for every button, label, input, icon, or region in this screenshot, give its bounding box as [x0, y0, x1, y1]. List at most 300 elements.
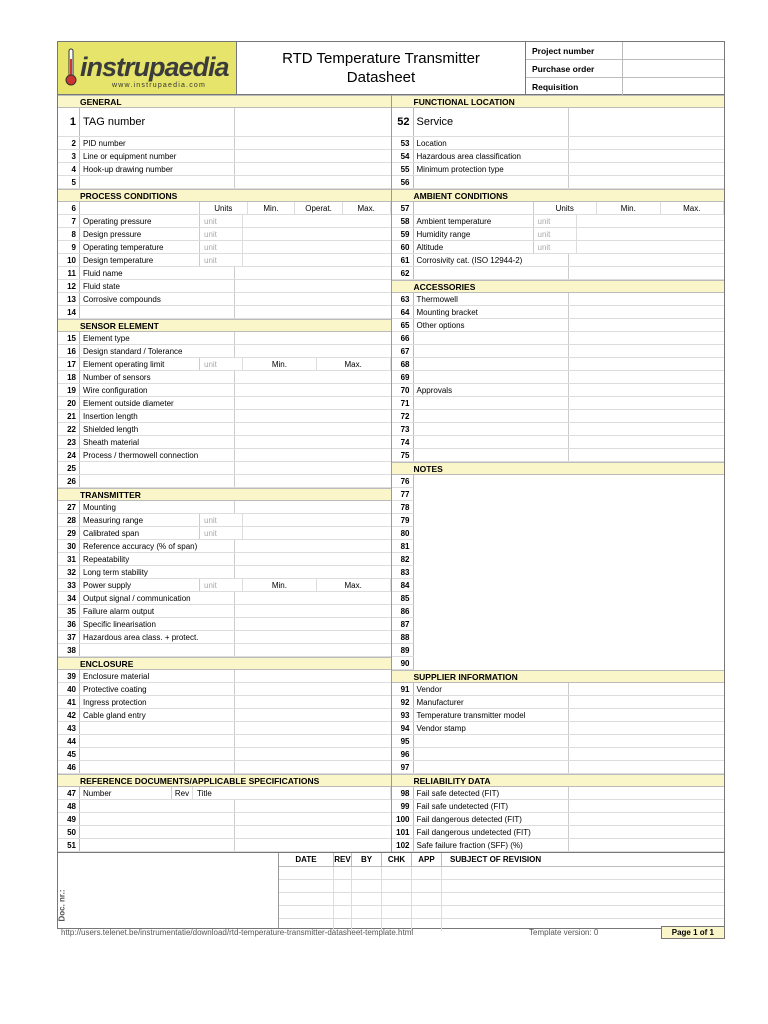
row-number: 28	[58, 514, 80, 526]
row-label: Approvals	[414, 384, 569, 396]
row-value-input[interactable]	[235, 384, 391, 396]
row-number: 37	[58, 631, 80, 643]
form-row	[58, 384, 391, 397]
row-value-input[interactable]	[569, 826, 725, 838]
row-value-input[interactable]	[577, 228, 725, 240]
unit-placeholder[interactable]: unit	[200, 241, 243, 253]
requisition-row	[526, 78, 724, 95]
form-row	[392, 371, 725, 384]
form-row	[58, 631, 391, 644]
row-value-input[interactable]	[235, 475, 391, 487]
row-number: 72	[392, 410, 414, 422]
row-value-input[interactable]	[235, 696, 391, 708]
form-row	[392, 696, 725, 709]
row-number: 21	[58, 410, 80, 422]
rev-col-rev: REV	[334, 855, 351, 864]
unit-placeholder[interactable]: unit	[200, 215, 243, 227]
row-label	[80, 644, 235, 656]
row-label	[414, 449, 569, 461]
revision-table	[279, 853, 724, 928]
row-value-input[interactable]	[569, 722, 725, 734]
row-number: 40	[58, 683, 80, 695]
row-number: 60	[392, 241, 414, 253]
row-label: Hazardous area classification	[414, 150, 569, 162]
form-row	[58, 540, 391, 553]
row-label: Humidity range	[414, 228, 534, 240]
row-number: 100	[392, 813, 414, 825]
row-value-input[interactable]	[235, 748, 391, 760]
row-number: 95	[392, 735, 414, 747]
row-value-input[interactable]	[243, 514, 391, 526]
row-value-input[interactable]	[235, 670, 391, 682]
row-value-input[interactable]	[243, 579, 391, 591]
row-label	[414, 358, 569, 370]
row-value-input[interactable]	[235, 449, 391, 461]
form-row	[58, 787, 391, 800]
row-label	[80, 748, 235, 760]
unit-placeholder[interactable]: unit	[200, 579, 243, 591]
row-value-input[interactable]	[243, 527, 391, 539]
row-value-input[interactable]	[569, 683, 725, 695]
form-row	[58, 150, 391, 163]
notes-area[interactable]	[392, 475, 725, 670]
row-number: 35	[58, 605, 80, 617]
form-row	[392, 176, 725, 189]
template-version: Template version: 0	[529, 928, 599, 937]
row-label: Calibrated span	[80, 527, 200, 539]
row-number: 80	[392, 527, 414, 540]
row-label	[80, 735, 235, 747]
form-row	[392, 228, 725, 241]
row-label	[414, 176, 569, 188]
row-value-input[interactable]	[235, 163, 391, 175]
form-row	[58, 514, 391, 527]
form-row	[58, 566, 391, 579]
row-value-input[interactable]	[569, 761, 725, 773]
row-number: 3	[58, 150, 80, 162]
row-number: 45	[58, 748, 80, 760]
row-label	[414, 267, 569, 279]
row-value-input[interactable]	[235, 800, 391, 812]
logo-text: instrupaedia	[80, 52, 229, 82]
form-row	[58, 735, 391, 748]
row-value-input[interactable]	[235, 813, 391, 825]
row-value-input[interactable]	[569, 384, 725, 396]
form-row	[58, 839, 391, 852]
row-label	[80, 202, 200, 214]
footer	[57, 926, 725, 940]
column-heading: Title	[193, 787, 391, 799]
row-number: 87	[392, 618, 414, 631]
row-number: 7	[58, 215, 80, 227]
revision-row[interactable]	[279, 906, 724, 919]
form-row	[392, 826, 725, 839]
row-number: 16	[58, 345, 80, 357]
row-value-input[interactable]	[569, 332, 725, 344]
column-heading: Max.	[661, 202, 725, 214]
row-number: 43	[58, 722, 80, 734]
form-row	[392, 241, 725, 254]
row-label: Shielded length	[80, 423, 235, 435]
column-heading: Min.	[597, 202, 661, 214]
row-value-input[interactable]	[569, 108, 725, 136]
row-label: Design pressure	[80, 228, 200, 240]
section-header: GENERAL	[58, 95, 391, 108]
row-value-input[interactable]	[569, 787, 725, 799]
row-label: Other options	[414, 319, 569, 331]
row-number: 57	[392, 202, 414, 214]
row-label: Ambient temperature	[414, 215, 534, 227]
row-label	[80, 722, 235, 734]
row-value-input[interactable]	[200, 202, 391, 214]
form-row	[392, 108, 725, 137]
row-label: Protective coating	[80, 683, 235, 695]
row-value-input[interactable]	[235, 280, 391, 292]
row-label: Vendor stamp	[414, 722, 569, 734]
row-value-input[interactable]	[172, 787, 391, 799]
row-value-input[interactable]	[243, 215, 391, 227]
row-label: Vendor	[414, 683, 569, 695]
row-number: 2	[58, 137, 80, 149]
project-number-input[interactable]	[623, 42, 724, 59]
requisition-input[interactable]	[623, 78, 724, 95]
revision-row[interactable]	[279, 867, 724, 880]
row-label: Power supply	[80, 579, 200, 591]
form-row	[392, 384, 725, 397]
row-label: Corrosive compounds	[80, 293, 235, 305]
row-value-input[interactable]	[235, 761, 391, 773]
row-label	[414, 332, 569, 344]
section-header: SUPPLIER INFORMATION	[392, 670, 725, 683]
row-label: Enclosure material	[80, 670, 235, 682]
section-header: RELIABILITY DATA	[392, 774, 725, 787]
row-number: 6	[58, 202, 80, 214]
column-heading: Units	[200, 202, 248, 214]
form-row	[392, 150, 725, 163]
row-label	[414, 410, 569, 422]
unit-placeholder[interactable]: unit	[534, 215, 577, 227]
rev-col-subject: SUBJECT OF REVISION	[450, 855, 542, 864]
row-value-input[interactable]	[569, 267, 725, 279]
form-row	[58, 683, 391, 696]
row-label: Line or equipment number	[80, 150, 235, 162]
row-number: 44	[58, 735, 80, 747]
row-value-input[interactable]	[235, 371, 391, 383]
row-number: 52	[392, 108, 414, 136]
row-label: Fail safe detected (FIT)	[414, 787, 569, 799]
column-heading: Min.	[243, 579, 317, 591]
row-value-input[interactable]	[235, 410, 391, 422]
row-number: 65	[392, 319, 414, 331]
row-label: PID number	[80, 137, 235, 149]
form-row	[58, 202, 391, 215]
row-label: Fail safe undetected (FIT)	[414, 800, 569, 812]
row-number: 53	[392, 137, 414, 149]
row-value-input[interactable]	[569, 423, 725, 435]
row-number: 91	[392, 683, 414, 695]
form-row	[392, 761, 725, 774]
row-value-input[interactable]	[235, 553, 391, 565]
row-number: 101	[392, 826, 414, 838]
purchase-order-row	[526, 60, 724, 78]
form-row	[58, 722, 391, 735]
form-row	[392, 813, 725, 826]
row-value-input[interactable]	[235, 605, 391, 617]
rev-col-by: BY	[352, 853, 382, 866]
column-heading: Max.	[317, 579, 391, 591]
rev-col-chk: CHK	[382, 853, 412, 866]
column-heading: Rev	[172, 787, 193, 799]
form-row	[58, 644, 391, 657]
form-row	[392, 423, 725, 436]
row-number: 34	[58, 592, 80, 604]
row-number: 51	[58, 839, 80, 851]
row-value-input[interactable]	[235, 306, 391, 318]
row-value-input[interactable]	[569, 371, 725, 383]
form-row	[392, 397, 725, 410]
row-number: 12	[58, 280, 80, 292]
form-row	[58, 267, 391, 280]
row-value-input[interactable]	[235, 709, 391, 721]
unit-placeholder[interactable]: unit	[200, 228, 243, 240]
row-number: 31	[58, 553, 80, 565]
row-value-input[interactable]	[235, 839, 391, 851]
row-value-input[interactable]	[569, 319, 725, 331]
form-row	[392, 332, 725, 345]
row-value-input[interactable]	[235, 631, 391, 643]
thermometer-icon	[65, 47, 77, 87]
row-number: 9	[58, 241, 80, 253]
row-value-input[interactable]	[569, 813, 725, 825]
form-row	[392, 722, 725, 735]
revision-row[interactable]	[279, 893, 724, 906]
form-row	[58, 475, 391, 488]
row-label	[80, 475, 235, 487]
row-value-input[interactable]	[235, 540, 391, 552]
form-row	[392, 163, 725, 176]
section-header: AMBIENT CONDITIONS	[392, 189, 725, 202]
row-value-input[interactable]	[569, 345, 725, 357]
row-value-input[interactable]	[235, 267, 391, 279]
row-number: 20	[58, 397, 80, 409]
row-value-input[interactable]	[243, 241, 391, 253]
row-value-input[interactable]	[569, 735, 725, 747]
row-number: 19	[58, 384, 80, 396]
row-value-input[interactable]	[569, 137, 725, 149]
row-value-input[interactable]	[235, 826, 391, 838]
form-row	[392, 254, 725, 267]
project-number-row	[526, 42, 724, 60]
row-number: 42	[58, 709, 80, 721]
row-value-input[interactable]	[569, 163, 725, 175]
row-value-input[interactable]	[235, 137, 391, 149]
row-label: Process / thermowell connection	[80, 449, 235, 461]
row-value-input[interactable]	[534, 202, 725, 214]
row-value-input[interactable]	[569, 254, 725, 266]
revision-row[interactable]	[279, 880, 724, 893]
row-number: 68	[392, 358, 414, 370]
section-header: NOTES	[392, 462, 725, 475]
form-row	[58, 293, 391, 306]
revision-block	[57, 853, 725, 929]
row-value-input[interactable]	[569, 449, 725, 461]
row-number: 49	[58, 813, 80, 825]
row-label	[414, 397, 569, 409]
row-value-input[interactable]	[243, 228, 391, 240]
row-label: Wire configuration	[80, 384, 235, 396]
unit-placeholder[interactable]: unit	[200, 514, 243, 526]
unit-placeholder[interactable]: unit	[534, 241, 577, 253]
row-number: 8	[58, 228, 80, 240]
column-heading: Operat.	[295, 202, 343, 214]
form-row	[58, 800, 391, 813]
section-header: ENCLOSURE	[58, 657, 391, 670]
row-value-input[interactable]	[235, 683, 391, 695]
section-header: ACCESSORIES	[392, 280, 725, 293]
row-value-input[interactable]	[235, 462, 391, 474]
row-number: 77	[392, 488, 414, 501]
row-label	[80, 813, 235, 825]
form-row	[58, 761, 391, 774]
row-number: 90	[392, 657, 414, 670]
row-number: 36	[58, 618, 80, 630]
row-number: 81	[392, 540, 414, 553]
row-number: 5	[58, 176, 80, 188]
row-label: Number	[80, 787, 172, 799]
row-value-input[interactable]	[569, 150, 725, 162]
form-row	[58, 579, 391, 592]
row-value-input[interactable]	[235, 566, 391, 578]
form-row	[392, 410, 725, 423]
row-value-input[interactable]	[569, 293, 725, 305]
row-number: 63	[392, 293, 414, 305]
row-label: Element type	[80, 332, 235, 344]
row-value-input[interactable]	[235, 592, 391, 604]
row-value-input[interactable]	[235, 108, 391, 136]
column-heading: Units	[534, 202, 598, 214]
right-column	[392, 95, 725, 852]
row-value-input[interactable]	[569, 358, 725, 370]
row-value-input[interactable]	[243, 254, 391, 266]
purchase-order-input[interactable]	[623, 60, 724, 77]
row-number: 22	[58, 423, 80, 435]
form-row	[58, 501, 391, 514]
row-number: 47	[58, 787, 80, 799]
row-value-input[interactable]	[569, 800, 725, 812]
row-value-input[interactable]	[235, 735, 391, 747]
row-value-input[interactable]	[235, 397, 391, 409]
unit-placeholder[interactable]: unit	[200, 358, 243, 370]
row-value-input[interactable]	[243, 358, 391, 370]
row-value-input[interactable]	[235, 293, 391, 305]
form-row	[392, 306, 725, 319]
form-row	[58, 410, 391, 423]
row-value-input[interactable]	[569, 397, 725, 409]
row-value-input[interactable]	[569, 306, 725, 318]
row-number: 93	[392, 709, 414, 721]
row-label: Minimum protection type	[414, 163, 569, 175]
row-label: Design temperature	[80, 254, 200, 266]
row-number: 98	[392, 787, 414, 799]
form-row	[392, 839, 725, 852]
row-number: 94	[392, 722, 414, 734]
logo	[58, 42, 237, 94]
row-value-input[interactable]	[235, 722, 391, 734]
form-row	[58, 553, 391, 566]
row-label: Specific linearisation	[80, 618, 235, 630]
doc-nr-label: Doc. nr.:	[57, 889, 67, 922]
field-label: Project number	[526, 42, 623, 59]
unit-placeholder[interactable]: unit	[200, 254, 243, 266]
row-value-input[interactable]	[235, 332, 391, 344]
row-value-input[interactable]	[235, 501, 391, 513]
document-title	[237, 42, 526, 94]
row-value-input[interactable]	[569, 696, 725, 708]
row-number: 59	[392, 228, 414, 240]
row-label: Output signal / communication	[80, 592, 235, 604]
form-row	[58, 527, 391, 540]
row-label	[80, 826, 235, 838]
row-value-input[interactable]	[235, 423, 391, 435]
row-number: 25	[58, 462, 80, 474]
row-value-input[interactable]	[569, 748, 725, 760]
row-number: 1	[58, 108, 80, 136]
row-label	[414, 735, 569, 747]
row-value-input[interactable]	[235, 436, 391, 448]
unit-placeholder[interactable]: unit	[200, 527, 243, 539]
row-value-input[interactable]	[569, 410, 725, 422]
row-value-input[interactable]	[235, 618, 391, 630]
form-row	[58, 670, 391, 683]
row-label: Fluid name	[80, 267, 235, 279]
row-value-input[interactable]	[235, 176, 391, 188]
row-number: 46	[58, 761, 80, 773]
row-number: 85	[392, 592, 414, 605]
footer-url-link[interactable]: http://users.telenet.be/instrumentatie/download/rtd-temperature-transmitter-datasheet-template.html	[61, 928, 414, 937]
row-number: 56	[392, 176, 414, 188]
rev-col-app: APP	[412, 853, 442, 866]
row-value-input[interactable]	[569, 176, 725, 188]
row-value-input[interactable]	[577, 215, 725, 227]
form-row	[58, 436, 391, 449]
row-number: 41	[58, 696, 80, 708]
row-label: TAG number	[80, 108, 235, 136]
row-value-input[interactable]	[235, 644, 391, 656]
row-number: 27	[58, 501, 80, 513]
row-number: 75	[392, 449, 414, 461]
row-value-input[interactable]	[577, 241, 725, 253]
form-row	[392, 358, 725, 371]
unit-placeholder[interactable]: unit	[534, 228, 577, 240]
row-number: 24	[58, 449, 80, 461]
row-label: Location	[414, 137, 569, 149]
row-value-input[interactable]	[569, 709, 725, 721]
row-number: 18	[58, 371, 80, 383]
row-number: 78	[392, 501, 414, 514]
row-number: 67	[392, 345, 414, 357]
row-value-input[interactable]	[235, 150, 391, 162]
form-row	[58, 397, 391, 410]
row-label: Operating temperature	[80, 241, 200, 253]
form-row	[392, 787, 725, 800]
row-value-input[interactable]	[569, 839, 725, 851]
row-value-input[interactable]	[235, 345, 391, 357]
row-number: 58	[392, 215, 414, 227]
column-heading: Min.	[248, 202, 296, 214]
row-number: 69	[392, 371, 414, 383]
row-number: 23	[58, 436, 80, 448]
row-value-input[interactable]	[569, 436, 725, 448]
